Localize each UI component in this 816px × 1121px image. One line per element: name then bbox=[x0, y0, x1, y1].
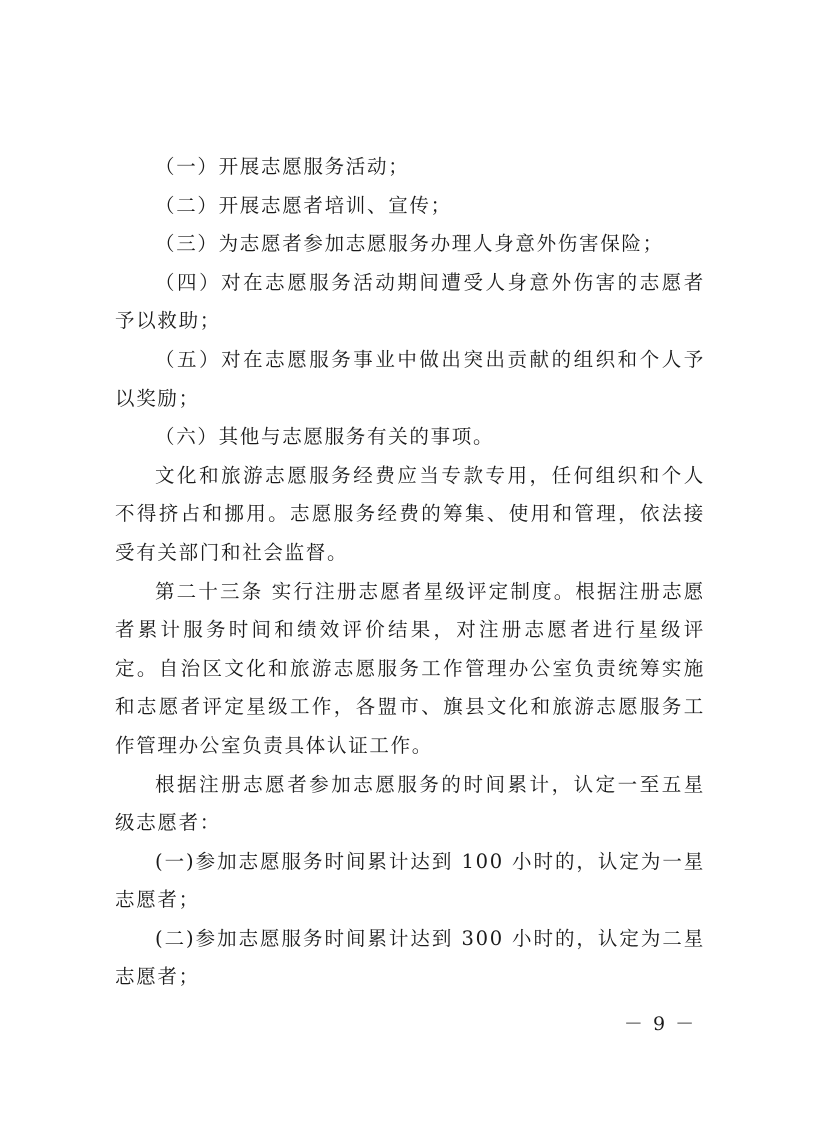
paragraph-star-levels-intro: 根据注册志愿者参加志愿服务的时间累计，认定一至五星级志愿者： bbox=[115, 772, 705, 835]
paragraph-funding: 文化和旅游志愿服务经费应当专款专用，任何组织和个人不得挤占和挪用。志愿服务经费的筹集、使用和管理，依法接受有关部门和社会监督。 bbox=[115, 463, 705, 564]
paragraph-two-star: (二)参加志愿服务时间累计达到 300 小时的，认定为二星志愿者； bbox=[115, 926, 705, 989]
paragraph-item-6: （六）其他与志愿服务有关的事项。 bbox=[155, 425, 495, 449]
paragraph-item-2: （二）开展志愿者培训、宣传； bbox=[155, 193, 452, 217]
paragraph-one-star: (一)参加志愿服务时间累计达到 100 小时的，认定为一星志愿者； bbox=[115, 849, 705, 912]
document-body bbox=[115, 148, 705, 997]
paragraph-item-4: （四）对在志愿服务活动期间遭受人身意外伤害的志愿者予以救助； bbox=[115, 270, 705, 333]
paragraph-item-1: （一）开展志愿服务活动； bbox=[155, 155, 410, 178]
paragraph-item-5: （五）对在志愿服务事业中做出突出贡献的组织和个人予以奖励； bbox=[115, 347, 705, 410]
paragraph-item-3: （三）为志愿者参加志愿服务办理人身意外伤害保险； bbox=[155, 232, 664, 256]
paragraph-article-23: 第二十三条 实行注册志愿者星级评定制度。根据注册志愿者累计服务时间和绩效评价结果，对注册志愿者进行星级评定。自治区文化和旅游志愿服务工作管理办公室负责统筹实施和志愿者评定星级工作，各盟市、旗县文化和旅游志愿服务工作管理办公室负责具体认证工作。 bbox=[115, 579, 705, 757]
page-number: － 9 － bbox=[623, 1013, 697, 1035]
